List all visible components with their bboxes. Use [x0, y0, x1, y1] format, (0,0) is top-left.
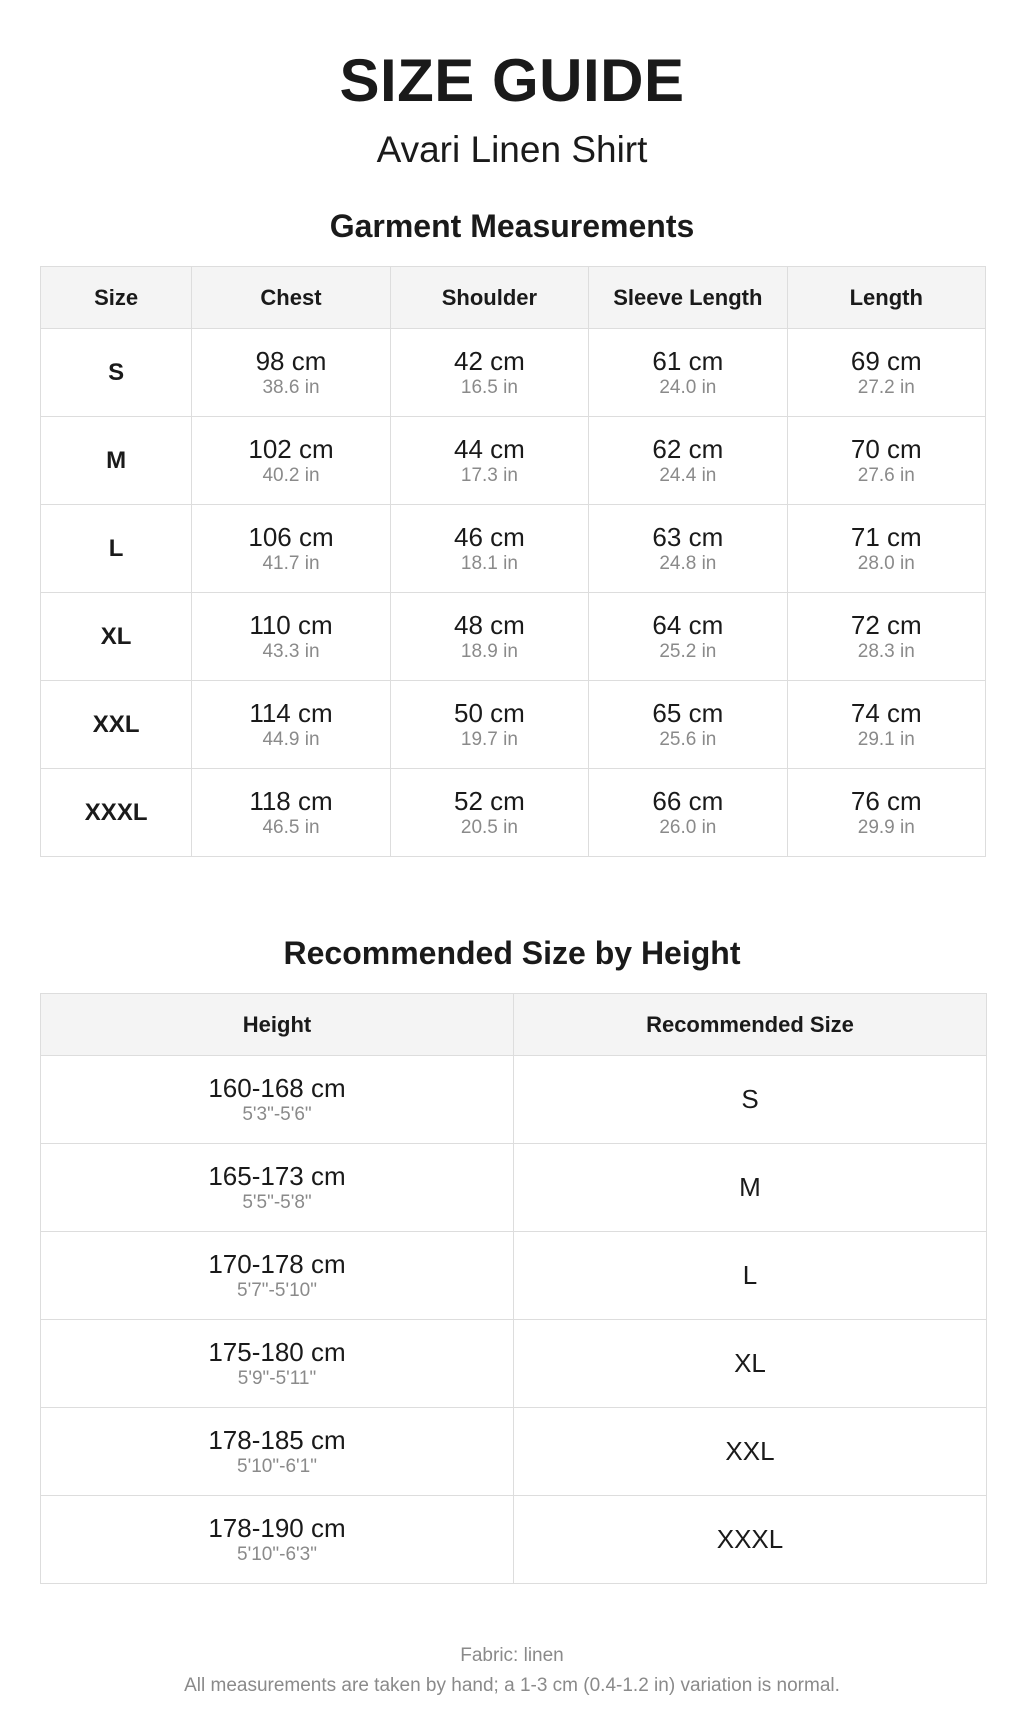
- sleeve-length-cm-value: 62 cm: [652, 434, 724, 464]
- product-name: Avari Linen Shirt: [376, 129, 648, 170]
- sleeve-length-cell: [589, 505, 787, 593]
- recommended-size-value: XL: [514, 1320, 987, 1408]
- length-cell: [787, 593, 985, 681]
- sleeve-length-cm-value: 65 cm: [652, 698, 724, 728]
- sleeve-length-cell: [589, 593, 787, 681]
- shoulder-inch-value: 18.9 in: [460, 641, 518, 662]
- sleeve-length-cm-value: 63 cm: [652, 522, 724, 552]
- chest-cm-value: 106 cm: [248, 522, 334, 552]
- shoulder-inch-value: 16.5 in: [460, 377, 518, 398]
- column-header-recommended-size: Recommended Size: [514, 994, 987, 1056]
- length-cm-value: 72 cm: [850, 610, 922, 640]
- chest-cm-value: 118 cm: [249, 786, 333, 816]
- length-cm-value: 69 cm: [850, 346, 922, 376]
- table-header-row: [41, 267, 986, 329]
- garment-section-title: Garment Measurements: [329, 208, 695, 244]
- table-row: [41, 1320, 987, 1408]
- recommended-size-value: XXL: [514, 1408, 987, 1496]
- shoulder-cm-value: 44 cm: [454, 434, 525, 464]
- height-cm-value: 165-173 cm: [208, 1161, 346, 1191]
- length-cell: [787, 769, 985, 857]
- table-row: [41, 1144, 987, 1232]
- chest-cell: [192, 505, 390, 593]
- shoulder-cm-value: 48 cm: [454, 610, 525, 640]
- length-inch-value: 27.2 in: [857, 377, 915, 398]
- chest-cm-value: 110 cm: [249, 610, 333, 640]
- size-label: M: [41, 417, 192, 505]
- table-row: [41, 329, 986, 417]
- header: [0, 0, 1024, 172]
- recommended-size-value: XXXL: [514, 1496, 987, 1584]
- chest-cell: [192, 593, 390, 681]
- height-ft-value: 5'10"-6'3": [237, 1544, 317, 1565]
- sleeve-length-inch-value: 25.6 in: [659, 729, 717, 750]
- length-cm-value: 71 cm: [850, 522, 922, 552]
- height-ft-value: 5'10"-6'1": [237, 1456, 317, 1477]
- chest-cell: [192, 417, 390, 505]
- height-cm-value: 170-178 cm: [208, 1249, 346, 1279]
- column-header-sleeve-length: Sleeve Length: [589, 267, 787, 329]
- length-cell: [787, 505, 985, 593]
- length-cm-value: 74 cm: [850, 698, 922, 728]
- height-section-title: Recommended Size by Height: [283, 935, 741, 971]
- length-cm-value: 70 cm: [850, 434, 922, 464]
- shoulder-cell: [390, 505, 588, 593]
- sleeve-length-cell: [589, 769, 787, 857]
- length-inch-value: 29.1 in: [857, 729, 915, 750]
- size-label: XXXL: [41, 769, 192, 857]
- size-label: S: [41, 329, 192, 417]
- recommended-size-value: M: [514, 1144, 987, 1232]
- height-ft-value: 5'9"-5'11": [237, 1368, 317, 1389]
- chest-inch-value: 41.7 in: [262, 553, 320, 574]
- table-row: [41, 681, 986, 769]
- chest-cell: [192, 329, 390, 417]
- footer: [0, 1641, 1024, 1701]
- length-inch-value: 27.6 in: [857, 465, 915, 486]
- height-cell: [41, 1232, 514, 1320]
- chest-cm-value: 114 cm: [249, 698, 333, 728]
- sleeve-length-cell: [589, 329, 787, 417]
- column-header-height: Height: [41, 994, 514, 1056]
- chest-inch-value: 40.2 in: [262, 465, 320, 486]
- size-label: L: [41, 505, 192, 593]
- table-row: [41, 1408, 987, 1496]
- height-ft-value: 5'5"-5'8": [242, 1192, 312, 1213]
- sleeve-length-cell: [589, 681, 787, 769]
- length-cm-value: 76 cm: [850, 786, 922, 816]
- height-cell: [41, 1320, 514, 1408]
- height-cell: [41, 1056, 514, 1144]
- sleeve-length-cell: [589, 417, 787, 505]
- chest-cell: [192, 681, 390, 769]
- table-row: [41, 505, 986, 593]
- measurement-disclaimer: All measurements are taken by hand; a 1-3 cm (0.4-1.2 in) variation is normal.: [184, 1675, 840, 1696]
- column-header-shoulder: Shoulder: [390, 267, 588, 329]
- shoulder-inch-value: 20.5 in: [460, 817, 518, 838]
- table-row: [41, 1496, 987, 1584]
- column-header-chest: Chest: [192, 267, 390, 329]
- shoulder-cell: [390, 417, 588, 505]
- shoulder-cell: [390, 593, 588, 681]
- chest-cm-value: 102 cm: [248, 434, 334, 464]
- shoulder-inch-value: 19.7 in: [460, 729, 518, 750]
- length-cell: [787, 417, 985, 505]
- table-row: [41, 1232, 987, 1320]
- shoulder-cm-value: 42 cm: [454, 346, 525, 376]
- sleeve-length-inch-value: 24.8 in: [659, 553, 717, 574]
- garment-measurements-table: [40, 266, 986, 857]
- table-row: [41, 769, 986, 857]
- shoulder-cell: [390, 329, 588, 417]
- table-header-row: [41, 994, 987, 1056]
- height-cm-value: 178-190 cm: [208, 1513, 346, 1543]
- sleeve-length-inch-value: 24.4 in: [659, 465, 717, 486]
- length-inch-value: 28.3 in: [857, 641, 915, 662]
- height-cm-value: 160-168 cm: [208, 1073, 346, 1103]
- height-cm-value: 178-185 cm: [208, 1425, 346, 1455]
- shoulder-inch-value: 17.3 in: [460, 465, 518, 486]
- chest-inch-value: 44.9 in: [262, 729, 320, 750]
- table-row: [41, 1056, 987, 1144]
- fabric-note: Fabric: linen: [460, 1645, 564, 1666]
- sleeve-length-cm-value: 61 cm: [652, 346, 724, 376]
- length-inch-value: 28.0 in: [857, 553, 915, 574]
- height-cell: [41, 1496, 514, 1584]
- shoulder-cell: [390, 681, 588, 769]
- length-cell: [787, 329, 985, 417]
- recommended-size-value: S: [514, 1056, 987, 1144]
- table-row: [41, 593, 986, 681]
- table-row: [41, 417, 986, 505]
- height-cm-value: 175-180 cm: [208, 1337, 346, 1367]
- sleeve-length-cm-value: 64 cm: [652, 610, 724, 640]
- column-header-size: Size: [41, 267, 192, 329]
- shoulder-cell: [390, 769, 588, 857]
- shoulder-inch-value: 18.1 in: [460, 553, 518, 574]
- sleeve-length-inch-value: 25.2 in: [659, 641, 717, 662]
- chest-inch-value: 43.3 in: [262, 641, 320, 662]
- recommended-size-value: L: [514, 1232, 987, 1320]
- sleeve-length-cm-value: 66 cm: [652, 786, 724, 816]
- page-title: SIZE GUIDE: [339, 47, 685, 114]
- height-ft-value: 5'3"-5'6": [242, 1104, 312, 1125]
- chest-inch-value: 46.5 in: [262, 817, 320, 838]
- shoulder-cm-value: 46 cm: [454, 522, 525, 552]
- size-label: XXL: [41, 681, 192, 769]
- size-label: XL: [41, 593, 192, 681]
- chest-cm-value: 98 cm: [255, 346, 327, 376]
- chest-cell: [192, 769, 390, 857]
- height-recommendation-table: [40, 993, 987, 1584]
- length-cell: [787, 681, 985, 769]
- height-cell: [41, 1408, 514, 1496]
- sleeve-length-inch-value: 26.0 in: [659, 817, 717, 838]
- shoulder-cm-value: 50 cm: [454, 698, 525, 728]
- shoulder-cm-value: 52 cm: [454, 786, 525, 816]
- length-inch-value: 29.9 in: [857, 817, 915, 838]
- chest-inch-value: 38.6 in: [262, 377, 320, 398]
- sleeve-length-inch-value: 24.0 in: [659, 377, 717, 398]
- height-cell: [41, 1144, 514, 1232]
- column-header-length: Length: [787, 267, 985, 329]
- height-ft-value: 5'7"-5'10": [237, 1280, 317, 1301]
